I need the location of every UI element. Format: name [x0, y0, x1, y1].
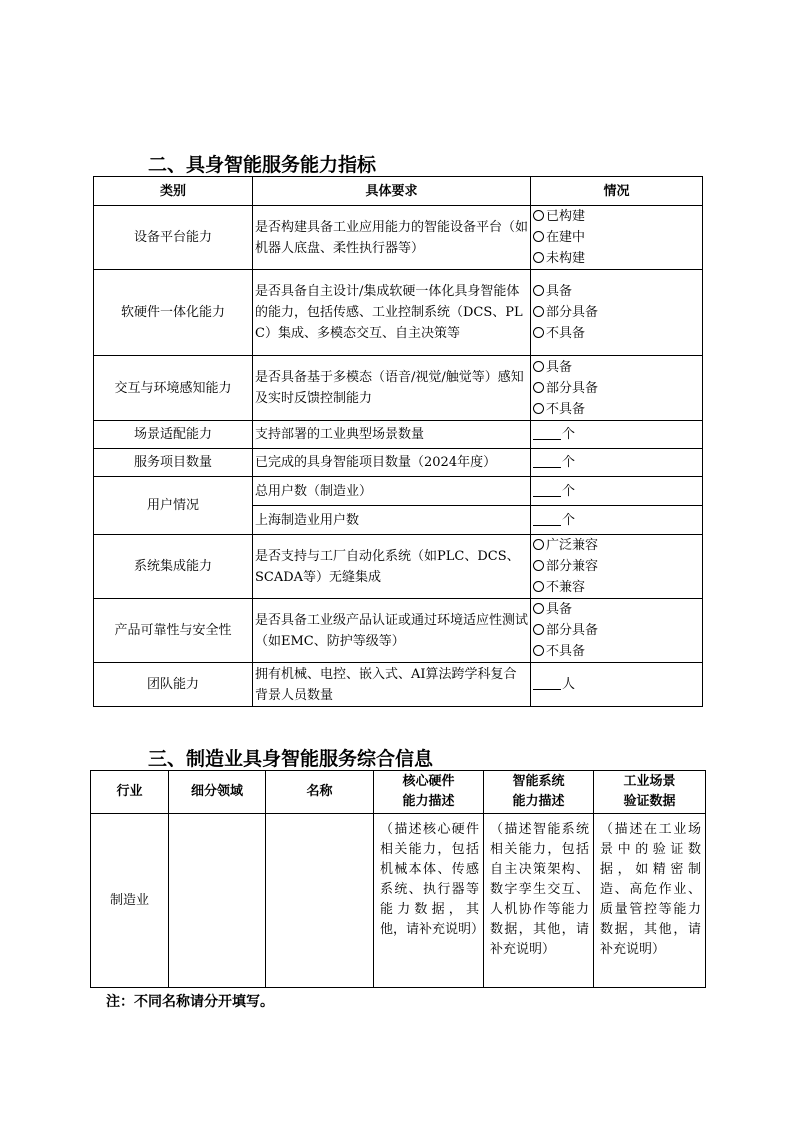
category-cell: 软硬件一体化能力	[94, 270, 253, 356]
fill-blank[interactable]	[533, 425, 561, 440]
radio-option[interactable]: 未构建	[533, 248, 700, 269]
category-cell: 产品可靠性与安全性	[94, 599, 253, 663]
requirement-cell: 是否具备基于多模态（语音/视觉/触觉等）感知及实时反馈控制能力	[253, 356, 531, 421]
table-row	[94, 535, 703, 599]
category-cell: 系统集成能力	[94, 535, 253, 599]
requirement-cell: 是否支持与工厂自动化系统（如PLC、DCS、SCADA等）无缝集成	[253, 535, 531, 599]
fill-blank[interactable]	[533, 511, 561, 526]
header-line: 验证数据	[623, 794, 676, 809]
status-cell	[531, 449, 703, 477]
header-line: 能力描述	[402, 794, 455, 809]
radio-option[interactable]: 不具备	[533, 323, 700, 344]
header-name: 名称	[266, 771, 374, 814]
header-category: 类别	[94, 177, 253, 206]
system-desc-cell[interactable]: （描述智能系统相关能力，包括自主决策架构、数字孪生交互、人机协作等能力数据，其他，请补充说明）	[484, 814, 594, 988]
unit-label: 个	[562, 427, 576, 442]
table-header-row	[94, 177, 703, 206]
table-row	[91, 814, 706, 988]
subfield-cell[interactable]	[169, 814, 266, 988]
table-row	[94, 356, 703, 421]
radio-option[interactable]: 不兼容	[533, 577, 700, 598]
status-cell	[531, 506, 703, 535]
radio-option[interactable]: 具备	[533, 357, 700, 378]
radio-option[interactable]: 具备	[533, 599, 700, 620]
status-cell	[531, 535, 703, 599]
radio-option[interactable]: 部分具备	[533, 620, 700, 641]
table-row	[94, 270, 703, 356]
scene-desc-cell[interactable]: （描述在工业场景中的验证数据，如精密制造、高危作业、质量管控等能力数据，其他，请补充说明）	[594, 814, 706, 988]
requirement-cell: 已完成的具身智能项目数量（2024年度）	[253, 449, 531, 477]
header-subfield: 细分领域	[169, 771, 266, 814]
header-line: 核心硬件	[402, 774, 455, 789]
section3-title: 三、制造业具身智能服务综合信息	[148, 748, 434, 770]
fill-blank[interactable]	[533, 675, 561, 690]
category-cell: 交互与环境感知能力	[94, 356, 253, 421]
radio-option[interactable]: 部分具备	[533, 378, 700, 399]
header-scene	[594, 771, 706, 814]
category-cell: 用户情况	[94, 477, 253, 535]
requirement-cell: 支持部署的工业典型场景数量	[253, 421, 531, 449]
table-header-row	[91, 771, 706, 814]
status-cell	[531, 663, 703, 707]
unit-label: 个	[562, 483, 576, 499]
radio-option[interactable]: 不具备	[533, 641, 700, 662]
requirement-cell: 是否构建具备工业应用能力的智能设备平台（如机器人底盘、柔性执行器等）	[253, 206, 531, 270]
section2-title: 二、具身智能服务能力指标	[148, 154, 377, 176]
unit-label: 人	[562, 677, 576, 692]
table-row	[94, 599, 703, 663]
radio-option[interactable]: 已构建	[533, 206, 700, 227]
hardware-desc-cell[interactable]: （描述核心硬件相关能力，包括机械本体、传感系统、执行器等能力数据，其他，请补充说明）	[374, 814, 484, 988]
radio-option[interactable]: 部分兼容	[533, 556, 700, 577]
requirement-cell: 是否具备自主设计/集成软硬一体化具身智能体的能力，包括传感、工业控制系统（DCS、PLC）集成、多模态交互、自主决策等	[253, 270, 531, 356]
fill-blank[interactable]	[533, 482, 561, 497]
status-cell	[531, 206, 703, 270]
table-row	[94, 449, 703, 477]
category-cell: 场景适配能力	[94, 421, 253, 449]
category-cell: 服务项目数量	[94, 449, 253, 477]
header-line: 工业场景	[623, 774, 676, 789]
header-line: 智能系统	[512, 774, 565, 789]
info-table	[90, 770, 706, 988]
table-row	[94, 477, 703, 506]
header-system	[484, 771, 594, 814]
radio-option[interactable]: 广泛兼容	[533, 535, 700, 556]
status-cell	[531, 599, 703, 663]
name-cell[interactable]	[266, 814, 374, 988]
status-cell	[531, 477, 703, 506]
unit-label: 个	[562, 512, 576, 528]
radio-option[interactable]: 不具备	[533, 399, 700, 420]
fill-blank[interactable]	[533, 453, 561, 468]
radio-option[interactable]: 具备	[533, 281, 700, 302]
radio-option[interactable]: 在建中	[533, 227, 700, 248]
industry-cell: 制造业	[91, 814, 169, 988]
category-cell: 设备平台能力	[94, 206, 253, 270]
status-cell	[531, 356, 703, 421]
requirement-cell: 上海制造业用户数	[253, 506, 531, 535]
unit-label: 个	[562, 455, 576, 470]
requirement-cell: 是否具备工业级产品认证或通过环境适应性测试（如EMC、防护等级等）	[253, 599, 531, 663]
table-row	[94, 206, 703, 270]
status-cell	[531, 421, 703, 449]
requirement-cell: 拥有机械、电控、嵌入式、AI算法跨学科复合背景人员数量	[253, 663, 531, 707]
header-industry: 行业	[91, 771, 169, 814]
table-row	[94, 663, 703, 707]
category-cell: 团队能力	[94, 663, 253, 707]
capability-table	[93, 176, 703, 707]
header-status: 情况	[531, 177, 703, 206]
footnote: 注：不同名称请分开填写。	[106, 994, 274, 1010]
header-hardware	[374, 771, 484, 814]
header-requirement: 具体要求	[253, 177, 531, 206]
radio-option[interactable]: 部分具备	[533, 302, 700, 323]
table-row	[94, 421, 703, 449]
requirement-cell: 总用户数（制造业）	[253, 477, 531, 506]
status-cell	[531, 270, 703, 356]
header-line: 能力描述	[512, 794, 565, 809]
